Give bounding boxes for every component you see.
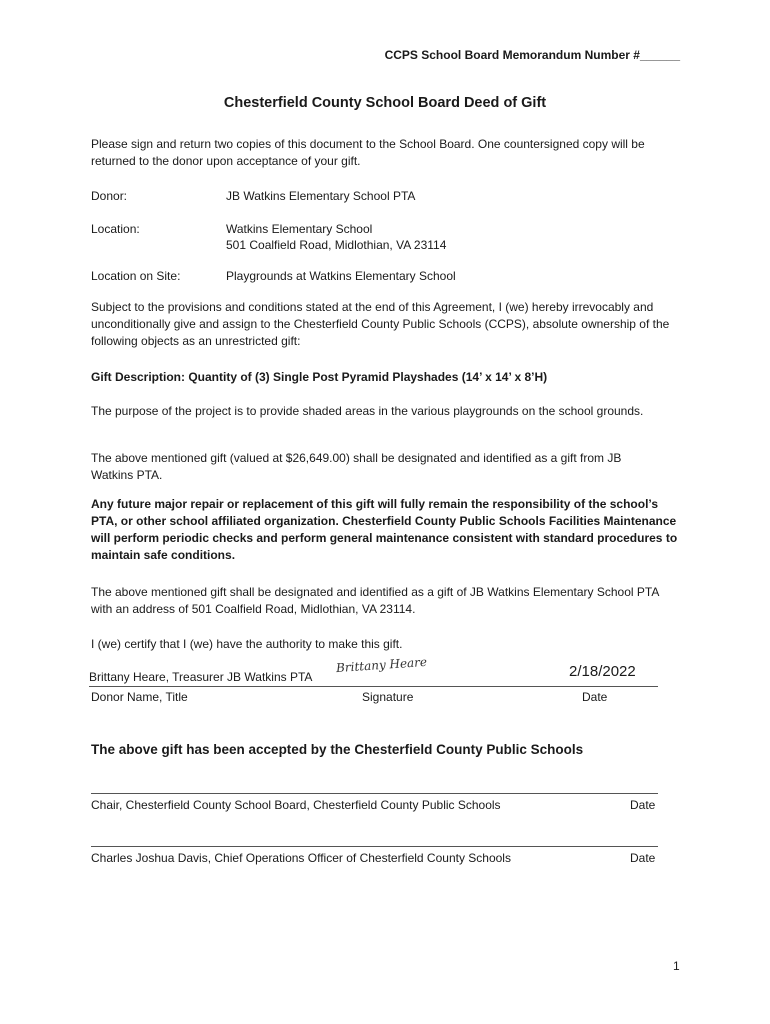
location-label: Location: xyxy=(91,222,140,236)
coo-date-label: Date xyxy=(630,851,656,865)
page-number: 1 xyxy=(673,959,680,973)
donor-signature-line xyxy=(89,686,658,687)
donor-date-value: 2/18/2022 xyxy=(569,663,636,680)
signature-label: Signature xyxy=(362,690,414,704)
designation-paragraph: The above mentioned gift shall be designated and identified as a gift of JB Watkins Elementary School PTA with an address of 501 Coalfield Road, Midlothian, VA 23114. xyxy=(91,585,659,616)
gift-description: Gift Description: Quantity of (3) Single Post Pyramid Playshades (14’ x 14’ x 8’H) xyxy=(91,370,548,384)
date-label: Date xyxy=(582,690,608,704)
location-line1: Watkins Elementary School xyxy=(226,222,373,236)
coo-signature-line xyxy=(91,846,658,847)
provisions-paragraph: Subject to the provisions and conditions stated at the end of this Agreement, I (we) hereby irrevocably and unconditionally give and assign to the Chesterfield County Public Schools (CCPS), absolute ownership of the following objects as an unrestricted gift: xyxy=(91,300,670,348)
page-title: Chesterfield County School Board Deed of Gift xyxy=(223,95,547,111)
acceptance-heading: The above gift has been accepted by the Chesterfield County Public Schools xyxy=(91,742,584,757)
chair-signature-line xyxy=(91,793,658,794)
valuation-paragraph: The above mentioned gift (valued at $26,649.00) shall be designated and identified as a gift from JB Watkins PTA. xyxy=(91,451,622,482)
donor-value: JB Watkins Elementary School PTA xyxy=(226,189,416,203)
donor-name-label: Donor Name, Title xyxy=(91,690,188,704)
certify-statement: I (we) certify that I (we) have the authority to make this gift. xyxy=(91,637,403,651)
location-line2: 501 Coalfield Road, Midlothian, VA 23114 xyxy=(226,238,447,252)
memo-number: CCPS School Board Memorandum Number #______ xyxy=(384,48,680,62)
donor-label: Donor: xyxy=(91,189,128,203)
coo-name: Charles Joshua Davis, Chief Operations Officer of Chesterfield County Schools xyxy=(91,851,511,865)
site-label: Location on Site: xyxy=(91,269,181,283)
chair-date-label: Date xyxy=(630,798,656,812)
site-value: Playgrounds at Watkins Elementary School xyxy=(226,269,456,283)
chair-name: Chair, Chesterfield County School Board, Chesterfield County Public Schools xyxy=(91,798,501,812)
purpose-paragraph: The purpose of the project is to provide shaded areas in the various playgrounds on the school grounds. xyxy=(91,404,644,418)
responsibility-paragraph: Any future major repair or replacement of this gift will fully remain the responsibility of the school’s PTA, or other school affiliated organization. Chesterfield County Public Schools Facilities Maintenance will perform periodic checks and perform general maintenance consistent with standard procedures to maintain safe conditions. xyxy=(91,497,678,562)
intro-paragraph: Please sign and return two copies of this document to the School Board. One countersigned copy will be returned to the donor upon acceptance of your gift. xyxy=(91,137,645,168)
donor-signature-image: Brittany Heare xyxy=(335,654,428,676)
donor-name-title: Brittany Heare, Treasurer JB Watkins PTA xyxy=(89,670,313,684)
